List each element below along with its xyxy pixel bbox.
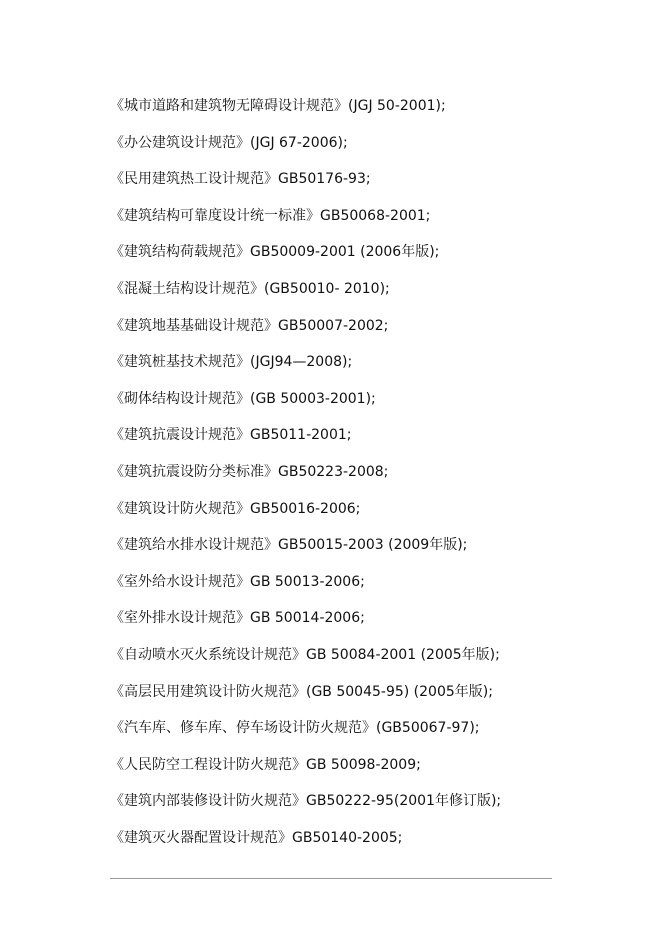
standard-item: 《建筑内部装修设计防火规范》GB50222-95(2001年修订版); [110, 793, 502, 810]
footer-divider [110, 878, 552, 879]
standard-item: 《高层民用建筑设计防火规范》(GB 50045-95) (2005年版); [110, 683, 493, 700]
standard-item: 《城市道路和建筑物无障碍设计规范》(JGJ 50-2001); [110, 98, 446, 114]
standard-item: 《人民防空工程设计防火规范》GB 50098-2009; [110, 756, 421, 773]
standard-item: 《自动喷水灭火系统设计规范》GB 50084-2001 (2005年版); [110, 646, 500, 663]
standard-item: 《建筑结构可靠度设计统一标准》GB50068-2001; [110, 207, 431, 224]
standard-item: 《建筑灭火器配置设计规范》GB50140-2005; [110, 829, 403, 846]
standard-item: 《建筑设计防火规范》GB50016-2006; [110, 500, 361, 517]
standard-item: 《室外排水设计规范》GB 50014-2006; [110, 610, 365, 627]
standard-item: 《建筑桩基技术规范》(JGJ94—2008); [110, 354, 353, 371]
standard-item: 《建筑地基基础设计规范》GB50007-2002; [110, 317, 389, 334]
standard-item: 《汽车库、修车库、停车场设计防火规范》(GB50067-97); [110, 720, 480, 737]
standard-item: 《办公建筑设计规范》(JGJ 67-2006); [110, 134, 348, 151]
standards-list [110, 88, 560, 856]
standard-item: 《建筑抗震设计规范》GB5011-2001; [110, 427, 352, 444]
standard-item: 《建筑结构荷载规范》GB50009-2001 (2006年版); [110, 244, 440, 261]
standard-item: 《民用建筑热工设计规范》GB50176-93; [110, 171, 371, 188]
standard-item: 《混凝土结构设计规范》(GB50010- 2010); [110, 280, 390, 297]
standard-item: 《砌体结构设计规范》(GB 50003-2001); [110, 390, 376, 407]
standard-item: 《建筑给水排水设计规范》GB50015-2003 (2009年版); [110, 537, 468, 554]
standard-item: 《室外给水设计规范》GB 50013-2006; [110, 573, 365, 590]
standard-item: 《建筑抗震设防分类标准》GB50223-2008; [110, 463, 389, 480]
